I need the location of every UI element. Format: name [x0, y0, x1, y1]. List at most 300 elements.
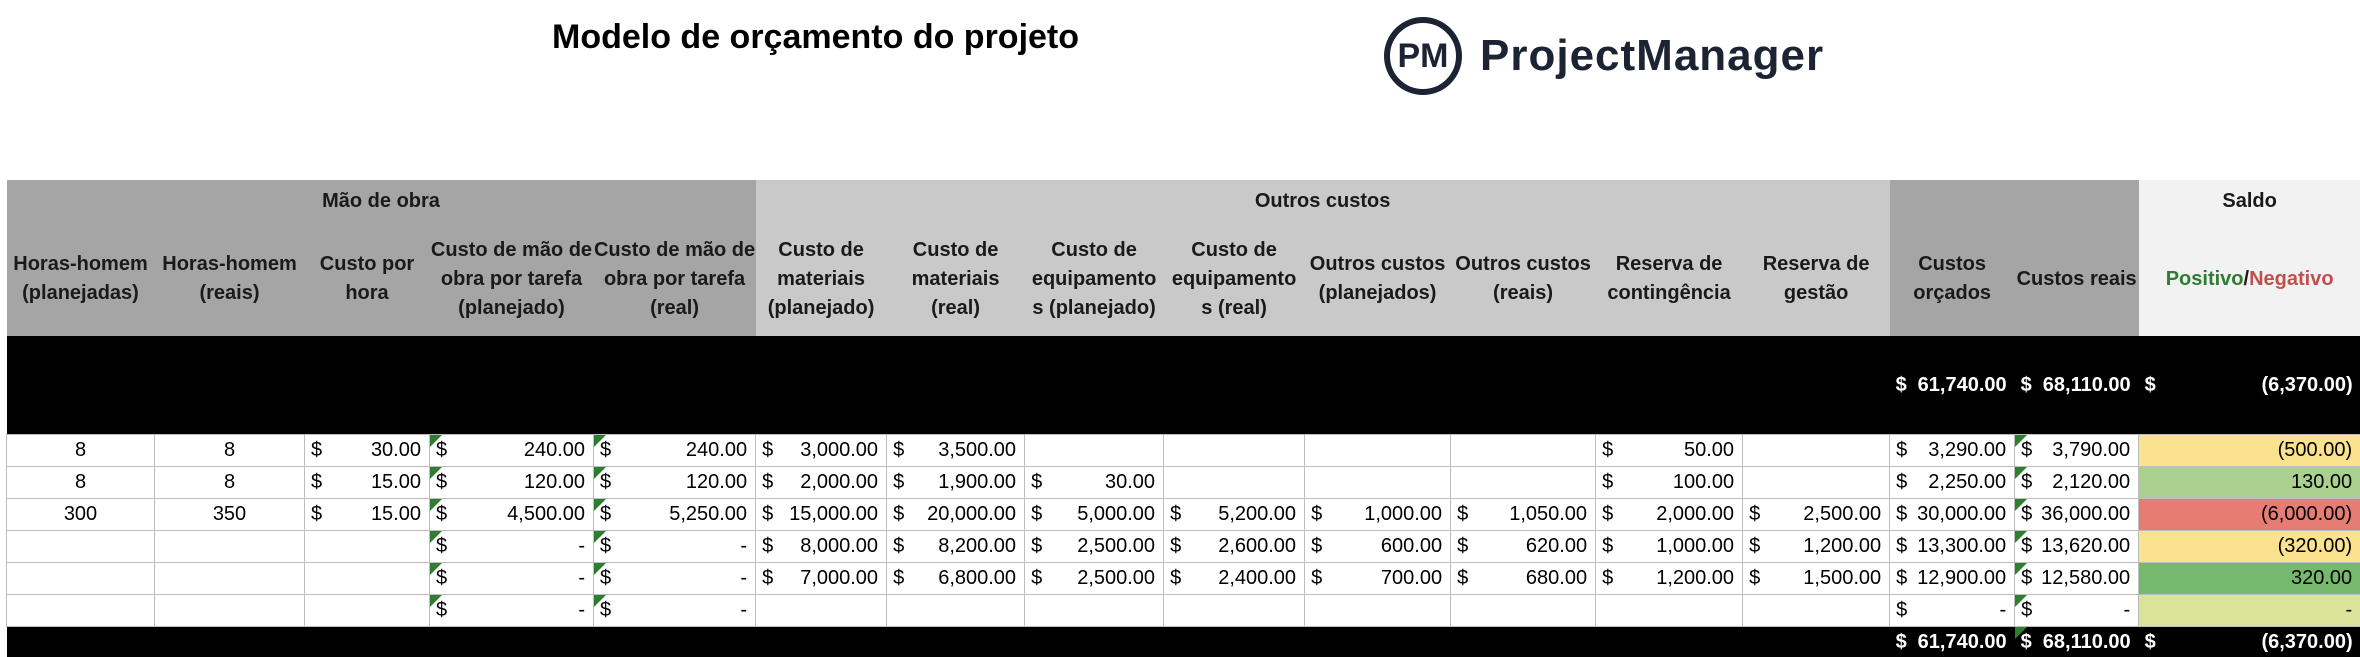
currency-symbol: $ — [762, 563, 773, 593]
currency-symbol: $ — [1602, 531, 1613, 561]
currency-symbol: $ — [436, 467, 447, 497]
summary-balance — [2139, 336, 2360, 434]
group-totals — [1890, 180, 2139, 222]
currency-symbol: $ — [1170, 531, 1181, 561]
amount: 600.00 — [1381, 531, 1442, 561]
currency-symbol: $ — [893, 531, 904, 561]
currency-value — [887, 435, 1024, 465]
equipment-planned — [1025, 466, 1164, 498]
currency-value — [594, 531, 755, 561]
amount: 2,000.00 — [800, 467, 878, 497]
hours-actual — [155, 530, 305, 562]
currency-symbol: $ — [436, 499, 447, 529]
currency-symbol: $ — [1602, 467, 1613, 497]
currency-symbol: $ — [1031, 499, 1042, 529]
equipment-actual — [1164, 562, 1305, 594]
amount: 1,000.00 — [1656, 531, 1734, 561]
equipment-planned — [1025, 434, 1164, 466]
table-row — [7, 562, 2360, 594]
currency-value — [1596, 531, 1742, 561]
budgeted-cost — [1890, 434, 2015, 466]
table-row — [7, 594, 2360, 626]
column-header: Horas-homem (reais) — [155, 222, 305, 336]
management-reserve — [1743, 466, 1890, 498]
currency-symbol: $ — [1170, 499, 1181, 529]
group-balance: Saldo — [2139, 180, 2360, 222]
actual-cost — [2015, 466, 2139, 498]
currency-symbol: $ — [1896, 627, 1907, 657]
equipment-planned — [1025, 562, 1164, 594]
other-planned — [1305, 562, 1451, 594]
totals-cell — [1451, 626, 1596, 657]
materials-planned — [756, 530, 887, 562]
currency-symbol: $ — [1896, 499, 1907, 529]
hourly-rate — [305, 498, 430, 530]
hourly-rate — [305, 466, 430, 498]
summary-cell — [1596, 336, 1743, 434]
summary-cell — [305, 336, 430, 434]
hourly-rate — [305, 434, 430, 466]
amount: 3,500.00 — [938, 435, 1016, 465]
currency-symbol: $ — [1457, 499, 1468, 529]
currency-symbol: $ — [1896, 435, 1907, 465]
amount: - — [740, 531, 747, 561]
currency-symbol: $ — [762, 467, 773, 497]
management-reserve — [1743, 562, 1890, 594]
materials-actual — [887, 530, 1025, 562]
column-header: Custo de materiais (planejado) — [756, 222, 887, 336]
amount: 8,200.00 — [938, 531, 1016, 561]
currency-value — [1743, 499, 1889, 529]
amount: 120.00 — [686, 467, 747, 497]
column-header: Reserva de gestão — [1743, 222, 1890, 336]
equipment-actual — [1164, 434, 1305, 466]
currency-symbol: $ — [1749, 531, 1760, 561]
other-actual — [1451, 562, 1596, 594]
amount: 15.00 — [371, 467, 421, 497]
amount: 12,900.00 — [1917, 563, 2006, 593]
currency-value — [756, 531, 886, 561]
summary-cell — [7, 336, 155, 434]
totals-cell — [155, 626, 305, 657]
amount: 2,500.00 — [1077, 563, 1155, 593]
currency-value — [1890, 499, 2014, 529]
currency-symbol: $ — [893, 499, 904, 529]
labor-actual — [594, 498, 756, 530]
currency-symbol: $ — [762, 435, 773, 465]
currency-value — [1596, 435, 1742, 465]
other-planned — [1305, 466, 1451, 498]
balance-legend — [2139, 222, 2360, 336]
amount: 100.00 — [1673, 467, 1734, 497]
hours-actual — [155, 594, 305, 626]
equipment-actual — [1164, 466, 1305, 498]
amount: 7,000.00 — [800, 563, 878, 593]
materials-planned — [756, 594, 887, 626]
currency-value — [2015, 499, 2138, 529]
hourly-rate — [305, 562, 430, 594]
hours-planned: 8 — [7, 434, 155, 466]
actual-cost — [2015, 434, 2139, 466]
totals-cell — [756, 626, 887, 657]
currency-value — [1890, 627, 2015, 657]
other-actual — [1451, 594, 1596, 626]
labor-actual — [594, 434, 756, 466]
materials-planned — [756, 466, 887, 498]
summary-cell — [1025, 336, 1164, 434]
actual-cost — [2015, 562, 2139, 594]
currency-value — [1305, 531, 1450, 561]
currency-value — [756, 499, 886, 529]
currency-symbol: $ — [1896, 370, 1907, 400]
currency-symbol: $ — [2021, 499, 2032, 529]
pm-logo-icon: PM — [1384, 17, 1462, 95]
contingency-reserve — [1596, 530, 1743, 562]
equipment-planned — [1025, 594, 1164, 626]
currency-symbol: $ — [1602, 563, 1613, 593]
legend-negative: Negativo — [2249, 268, 2333, 290]
labor-actual — [594, 530, 756, 562]
summary-cell — [1743, 336, 1890, 434]
currency-value — [1596, 467, 1742, 497]
summary-cell — [1451, 336, 1596, 434]
column-header: Custo de materiais (real) — [887, 222, 1025, 336]
currency-value — [1164, 531, 1304, 561]
currency-symbol: $ — [1311, 531, 1322, 561]
other-planned — [1305, 594, 1451, 626]
currency-value — [2015, 467, 2138, 497]
currency-value — [887, 531, 1024, 561]
currency-value — [594, 595, 755, 625]
materials-planned — [756, 434, 887, 466]
materials-actual — [887, 434, 1025, 466]
brand-name: ProjectManager — [1480, 31, 1824, 81]
currency-symbol: $ — [600, 531, 611, 561]
materials-actual — [887, 466, 1025, 498]
currency-symbol: $ — [893, 467, 904, 497]
labor-planned — [430, 594, 594, 626]
currency-value — [1305, 563, 1450, 593]
legend-separator: / — [2244, 268, 2250, 290]
labor-planned — [430, 530, 594, 562]
balance-cell: 320.00 — [2139, 562, 2360, 594]
amount: 61,740.00 — [1918, 370, 2007, 400]
amount: 1,200.00 — [1803, 531, 1881, 561]
summary-cell — [887, 336, 1025, 434]
amount: 50.00 — [1684, 435, 1734, 465]
currency-value — [2015, 627, 2139, 657]
group-labor: Mão de obra — [7, 180, 756, 222]
currency-symbol: $ — [436, 435, 447, 465]
budgeted-cost — [1890, 530, 2015, 562]
currency-value — [1305, 499, 1450, 529]
table-row — [7, 466, 2360, 498]
management-reserve — [1743, 530, 1890, 562]
brand-logo — [1384, 17, 1824, 95]
labor-actual — [594, 594, 756, 626]
equipment-actual — [1164, 530, 1305, 562]
currency-symbol: $ — [1896, 595, 1907, 625]
actual-cost — [2015, 498, 2139, 530]
amount: 13,620.00 — [2041, 531, 2130, 561]
totals-cell — [1743, 626, 1890, 657]
other-actual — [1451, 466, 1596, 498]
total-balance — [2139, 626, 2360, 657]
currency-value — [1025, 531, 1163, 561]
currency-symbol: $ — [1031, 531, 1042, 561]
equipment-actual — [1164, 498, 1305, 530]
amount: 2,120.00 — [2052, 467, 2130, 497]
column-header: Custo de equipamento s (real) — [1164, 222, 1305, 336]
amount: 3,790.00 — [2052, 435, 2130, 465]
amount: 1,500.00 — [1803, 563, 1881, 593]
amount: 680.00 — [1526, 563, 1587, 593]
column-header: Custo de mão de obra por tarefa (real) — [594, 222, 756, 336]
currency-value — [2015, 435, 2138, 465]
column-header: Outros custos (reais) — [1451, 222, 1596, 336]
currency-value — [594, 563, 755, 593]
column-header: Outros custos (planejados) — [1305, 222, 1451, 336]
column-header: Reserva de contingência — [1596, 222, 1743, 336]
hours-planned — [7, 594, 155, 626]
hours-planned — [7, 530, 155, 562]
amount: 2,500.00 — [1803, 499, 1881, 529]
currency-symbol: $ — [311, 499, 322, 529]
currency-value — [887, 563, 1024, 593]
currency-value — [1451, 499, 1595, 529]
currency-value — [1743, 563, 1889, 593]
currency-symbol: $ — [2145, 627, 2156, 657]
currency-value — [2015, 563, 2138, 593]
currency-symbol: $ — [436, 595, 447, 625]
amount: - — [578, 595, 585, 625]
currency-value — [1164, 499, 1304, 529]
amount: 120.00 — [524, 467, 585, 497]
budgeted-cost — [1890, 498, 2015, 530]
currency-value — [1890, 435, 2014, 465]
currency-value — [1164, 563, 1304, 593]
currency-symbol: $ — [1602, 435, 1613, 465]
amount: 68,110.00 — [2043, 370, 2131, 400]
column-header: Custo de equipamento s (planejado) — [1025, 222, 1164, 336]
contingency-reserve — [1596, 466, 1743, 498]
other-actual — [1451, 498, 1596, 530]
hours-actual: 8 — [155, 466, 305, 498]
legend-positive: Positivo — [2166, 268, 2244, 290]
currency-symbol: $ — [1749, 563, 1760, 593]
hourly-rate — [305, 530, 430, 562]
balance-cell: (320.00) — [2139, 530, 2360, 562]
currency-value — [1596, 499, 1742, 529]
amount: 240.00 — [524, 435, 585, 465]
summary-cell — [430, 336, 594, 434]
amount: - — [578, 531, 585, 561]
currency-value — [1743, 531, 1889, 561]
currency-value — [1890, 370, 2015, 400]
hours-planned: 300 — [7, 498, 155, 530]
currency-value — [305, 467, 429, 497]
currency-value — [1451, 531, 1595, 561]
actual-cost — [2015, 530, 2139, 562]
total-actual — [2015, 626, 2139, 657]
amount: 68,110.00 — [2043, 627, 2131, 657]
labor-actual — [594, 466, 756, 498]
amount: 1,200.00 — [1656, 563, 1734, 593]
currency-value — [594, 499, 755, 529]
totals-cell — [430, 626, 594, 657]
totals-cell — [887, 626, 1025, 657]
amount: 61,740.00 — [1918, 627, 2007, 657]
hours-planned: 8 — [7, 466, 155, 498]
amount: 5,200.00 — [1218, 499, 1296, 529]
currency-value — [756, 467, 886, 497]
currency-value — [1451, 563, 1595, 593]
budgeted-cost — [1890, 562, 2015, 594]
amount: 6,800.00 — [938, 563, 1016, 593]
materials-actual — [887, 562, 1025, 594]
actual-cost — [2015, 594, 2139, 626]
amount: 2,600.00 — [1218, 531, 1296, 561]
hours-planned — [7, 562, 155, 594]
contingency-reserve — [1596, 562, 1743, 594]
currency-value — [2015, 595, 2138, 625]
currency-value — [2139, 370, 2360, 400]
amount: 700.00 — [1381, 563, 1442, 593]
amount: - — [578, 563, 585, 593]
currency-symbol: $ — [762, 531, 773, 561]
labor-planned — [430, 434, 594, 466]
equipment-actual — [1164, 594, 1305, 626]
hourly-rate — [305, 594, 430, 626]
currency-symbol: $ — [2021, 627, 2032, 657]
currency-symbol: $ — [893, 435, 904, 465]
currency-symbol: $ — [893, 563, 904, 593]
currency-symbol: $ — [1031, 467, 1042, 497]
currency-symbol: $ — [311, 467, 322, 497]
balance-cell: 130.00 — [2139, 466, 2360, 498]
column-header: Custo por hora — [305, 222, 430, 336]
currency-value — [2015, 370, 2139, 400]
amount: 36,000.00 — [2041, 499, 2130, 529]
currency-symbol: $ — [1896, 467, 1907, 497]
currency-value — [1596, 563, 1742, 593]
budget-table — [6, 180, 2360, 657]
budgeted-cost — [1890, 466, 2015, 498]
currency-symbol: $ — [2021, 467, 2032, 497]
equipment-planned — [1025, 530, 1164, 562]
labor-actual — [594, 562, 756, 594]
contingency-reserve — [1596, 434, 1743, 466]
materials-planned — [756, 498, 887, 530]
hours-actual: 8 — [155, 434, 305, 466]
column-header-row — [7, 222, 2360, 336]
currency-symbol: $ — [1031, 563, 1042, 593]
currency-value — [1025, 467, 1163, 497]
currency-value — [305, 499, 429, 529]
amount: - — [740, 595, 747, 625]
amount: 13,300.00 — [1917, 531, 2006, 561]
totals-cell — [1305, 626, 1451, 657]
currency-symbol: $ — [2021, 435, 2032, 465]
labor-planned — [430, 466, 594, 498]
currency-value — [1890, 595, 2014, 625]
amount: 8,000.00 — [800, 531, 878, 561]
amount: 30.00 — [371, 435, 421, 465]
materials-actual — [887, 498, 1025, 530]
other-planned — [1305, 498, 1451, 530]
other-actual — [1451, 434, 1596, 466]
balance-cell: - — [2139, 594, 2360, 626]
amount: 5,000.00 — [1077, 499, 1155, 529]
amount: 12,580.00 — [2041, 563, 2130, 593]
amount: 3,000.00 — [800, 435, 878, 465]
currency-value — [1890, 467, 2014, 497]
column-header: Horas-homem (planejadas) — [7, 222, 155, 336]
amount: 2,400.00 — [1218, 563, 1296, 593]
amount: 20,000.00 — [927, 499, 1016, 529]
contingency-reserve — [1596, 498, 1743, 530]
budgeted-cost — [1890, 594, 2015, 626]
currency-symbol: $ — [436, 531, 447, 561]
summary-cell — [155, 336, 305, 434]
totals-row — [7, 626, 2360, 657]
summary-cell — [1164, 336, 1305, 434]
currency-symbol: $ — [1170, 563, 1181, 593]
currency-symbol: $ — [1896, 531, 1907, 561]
currency-value — [430, 563, 593, 593]
currency-symbol: $ — [2145, 370, 2156, 400]
summary-cell — [594, 336, 756, 434]
currency-symbol: $ — [1311, 563, 1322, 593]
totals-cell — [1025, 626, 1164, 657]
amount: 2,500.00 — [1077, 531, 1155, 561]
amount: 3,290.00 — [1928, 435, 2006, 465]
contingency-reserve — [1596, 594, 1743, 626]
currency-value — [1025, 563, 1163, 593]
table-row — [7, 434, 2360, 466]
page-title: Modelo de orçamento do projeto — [552, 18, 1079, 57]
amount: 1,050.00 — [1509, 499, 1587, 529]
totals-cell — [594, 626, 756, 657]
other-planned — [1305, 530, 1451, 562]
amount: 2,250.00 — [1928, 467, 2006, 497]
currency-value — [594, 435, 755, 465]
currency-symbol: $ — [1896, 563, 1907, 593]
currency-value — [2139, 627, 2360, 657]
amount: 2,000.00 — [1656, 499, 1734, 529]
amount: 1,900.00 — [938, 467, 1016, 497]
currency-value — [430, 467, 593, 497]
currency-value — [430, 435, 593, 465]
currency-symbol: $ — [2021, 531, 2032, 561]
totals-cell — [305, 626, 430, 657]
currency-symbol: $ — [600, 467, 611, 497]
amount: 30,000.00 — [1917, 499, 2006, 529]
management-reserve — [1743, 434, 1890, 466]
summary-cell — [756, 336, 887, 434]
summary-cell — [1305, 336, 1451, 434]
table-row — [7, 498, 2360, 530]
currency-value — [1890, 531, 2014, 561]
amount: 4,500.00 — [507, 499, 585, 529]
amount: (6,370.00) — [2261, 370, 2352, 400]
group-other-costs: Outros custos — [756, 180, 1890, 222]
currency-value — [887, 467, 1024, 497]
currency-symbol: $ — [1457, 531, 1468, 561]
hours-actual: 350 — [155, 498, 305, 530]
currency-symbol: $ — [1457, 563, 1468, 593]
labor-planned — [430, 562, 594, 594]
